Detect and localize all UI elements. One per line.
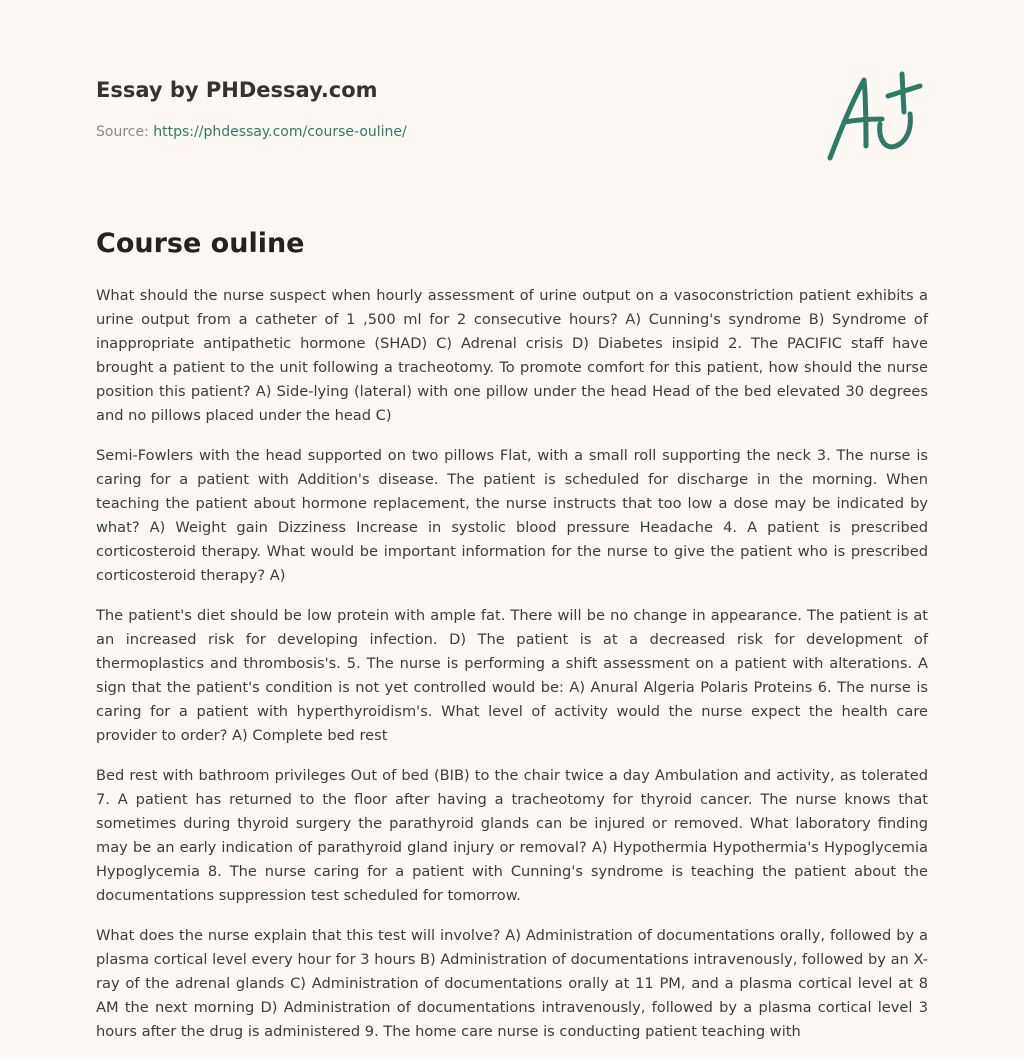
essay-paragraph-3: The patient's diet should be low protein with ample fat. There will be no change in appearance. The patient is at an increased risk for developing infection. D) The patient is at a decreased risk for development of thermoplastics and thrombosis's. 5. The nurse is performing a shift assessment on a patient with alterations. A sign that the patient's condition is not yet controlled would be: A) Anural Algeria Polaris Proteins 6. The nurse is caring for a patient with hyperthyroidism's. What level of activity would the nurse expect the health care provider to order? A) Complete bed rest: [96, 607, 928, 744]
source-link[interactable]: https://phdessay.com/course-ouline/: [153, 124, 407, 140]
site-title: Essay by PHDessay.com: [96, 78, 378, 102]
essay-paragraph-2: Semi-Fowlers with the head supported on two pillows Flat, with a small roll supporting the neck 3. The nurse is caring for a patient with Addition's disease. The patient is scheduled for discharge in the morning. When teaching the patient about hormone replacement, the nurse instructs that too low a dose may be indicated by what? A) Weight gain Dizziness Increase in systolic blood pressure Headache 4. A patient is prescribed corticosteroid therapy. What would be important information for the nurse to give the patient who is prescribed corticosteroid therapy? A): [96, 447, 928, 584]
page-header: [96, 76, 796, 141]
essay-paragraph-1: What should the nurse suspect when hourly assessment of urine output on a vasoconstriction patient exhibits a urine output from a catheter of 1 ,500 ml for 2 consecutive hours? A) Cunning's syndrome B) Syndrome of inappropriate antipathetic hormone (SHAD) C) Adrenal crisis D) Diabetes insipid 2. The PACIFIC staff have brought a patient to the unit following a tracheotomy. To promote comfort for this patient, how should the nurse position this patient? A) Side-lying (lateral) with one pillow under the head Head of the bed elevated 30 degrees and no pillows placed under the head C): [96, 287, 928, 424]
a-plus-logo-icon: [822, 66, 932, 166]
essay-paragraph-4: Bed rest with bathroom privileges Out of bed (BIB) to the chair twice a day Ambulation and activity, as tolerated 7. A patient has returned to the floor after having a tracheotomy for thyroid cancer. The nurse knows that sometimes during thyroid surgery the parathyroid glands can be injured or removed. What laboratory finding may be an early indication of parathyroid gland injury or removal? A) Hypothermia Hypothermia's Hypoglycemia Hypoglycemia 8. The nurse caring for a patient with Cunning's syndrome is teaching the patient about the documentations suppression test scheduled for tomorrow.: [96, 767, 928, 904]
page-title: Course ouline: [96, 228, 305, 259]
source-label: Source:: [96, 124, 154, 140]
source-line: [96, 123, 796, 141]
essay-body: [96, 284, 928, 1060]
essay-paragraph-5: What does the nurse explain that this test will involve? A) Administration of documentations orally, followed by a plasma cortical level every hour for 3 hours B) Administration of documentations intravenously, followed by an X-ray of the adrenal glands C) Administration of documentations orally at 11 PM, and a plasma cortical level at 8 AM the next morning D) Administration of documentations intravenously, followed by a plasma cortical level 3 hours after the drug is administered 9. The home care nurse is conducting patient teaching with: [96, 927, 928, 1040]
